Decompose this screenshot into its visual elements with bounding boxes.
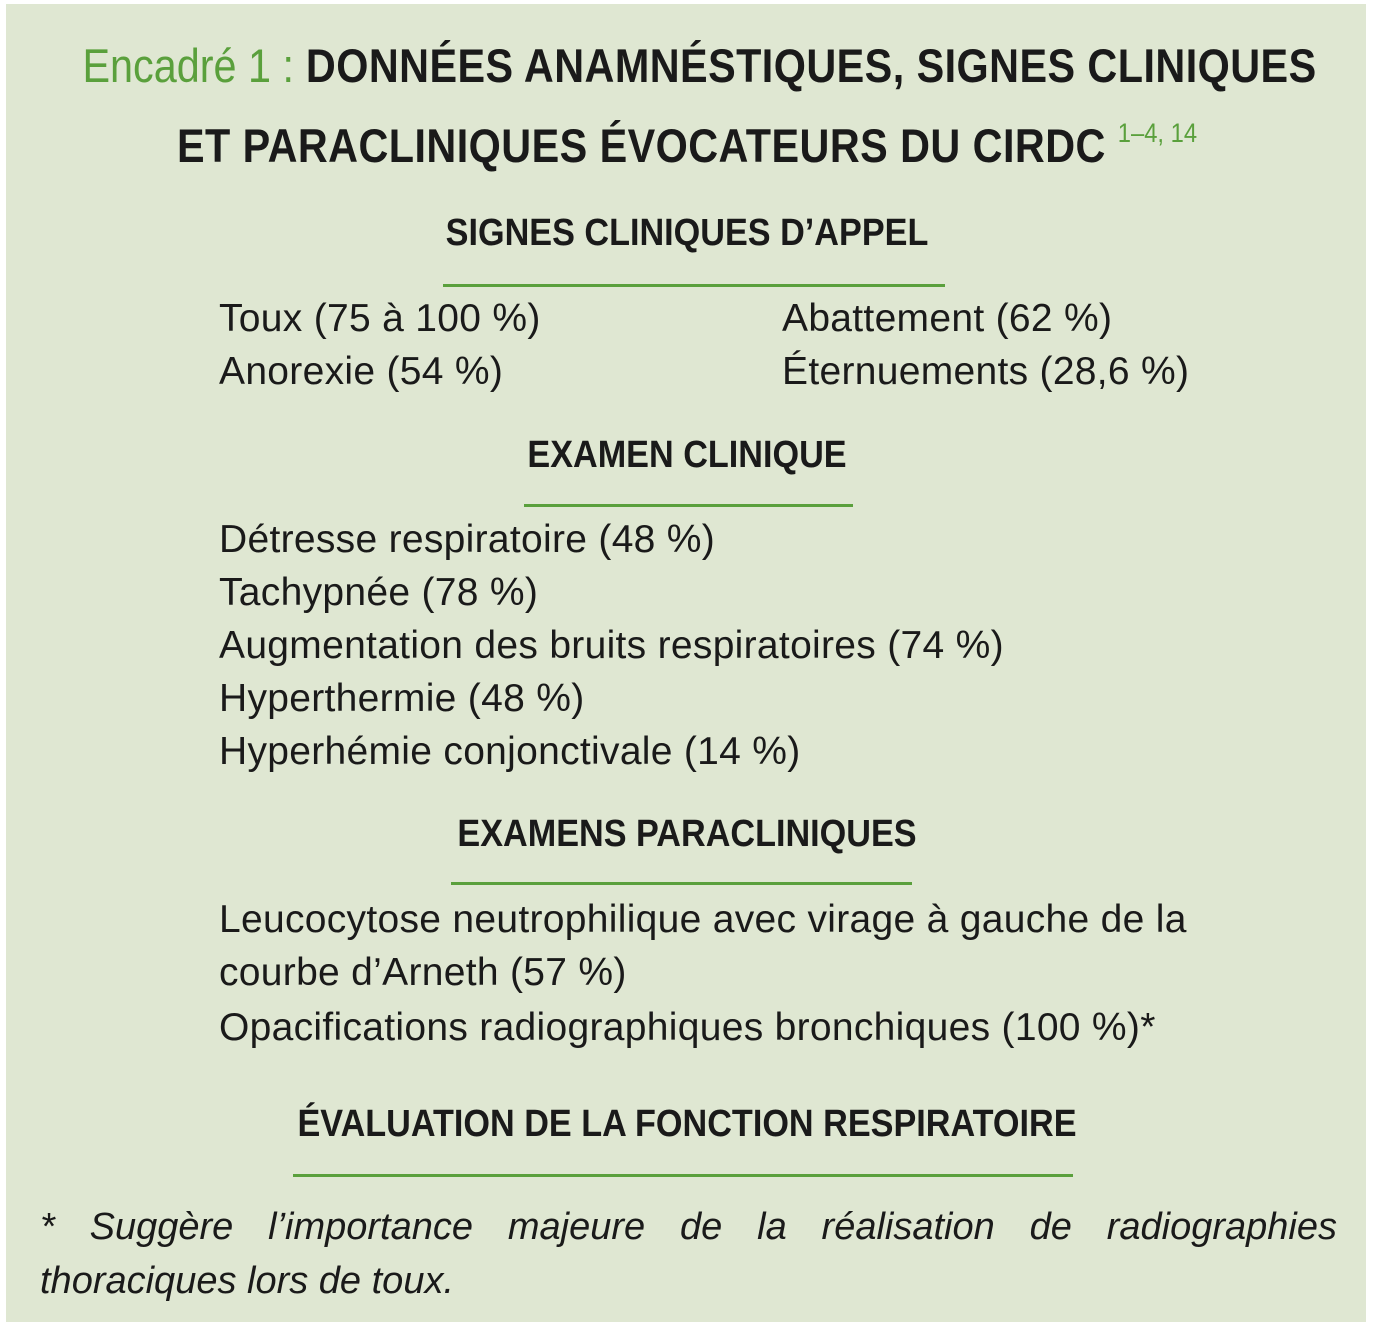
box-label: Encadré 1 : bbox=[82, 39, 294, 92]
list-item: Détresse respiratoire (48 %) bbox=[219, 518, 716, 561]
section-heading-fonction-respiratoire: ÉVALUATION DE LA FONCTION RESPIRATOIRE bbox=[297, 1103, 1077, 1145]
section-divider bbox=[293, 1174, 1073, 1177]
list-item: Augmentation des bruits respiratoires (74 %) bbox=[219, 624, 1004, 667]
section-heading-signes-appel: SIGNES CLINIQUES D’APPEL bbox=[445, 212, 929, 254]
list-item: Hyperthermie (48 %) bbox=[219, 677, 585, 720]
list-item: Leucocytose neutrophilique avec virage à gauche de la bbox=[219, 898, 1187, 941]
section-heading-examens-paracliniques: EXAMENS PARACLINIQUES bbox=[457, 813, 917, 855]
list-item: Toux (75 à 100 %) bbox=[219, 297, 541, 340]
section-divider bbox=[443, 284, 945, 287]
box-title-text-1: DONNÉES ANAMNÉSTIQUES, SIGNES CLINIQUES bbox=[305, 39, 1317, 92]
list-item: Éternuements (28,6 %) bbox=[782, 350, 1190, 393]
section-divider bbox=[451, 882, 912, 885]
box-title-text-2: ET PARACLINIQUES ÉVOCATEURS DU CIRDC bbox=[176, 119, 1106, 172]
box-title-line-1 bbox=[82, 38, 1317, 93]
list-item: Hyperhémie conjonctivale (14 %) bbox=[219, 730, 801, 773]
box-title-line-2 bbox=[82, 118, 1291, 173]
list-item: Anorexie (54 %) bbox=[219, 350, 504, 393]
references: 1–4, 14 bbox=[1117, 118, 1198, 148]
list-item: Tachypnée (78 %) bbox=[219, 571, 539, 614]
list-item: courbe d’Arneth (57 %) bbox=[219, 951, 627, 994]
footnote: * Suggère l’importance majeure de la réalisation de radiographies thoraciques lors de toux. bbox=[40, 1206, 1337, 1302]
list-item: Abattement (62 %) bbox=[782, 297, 1113, 340]
section-divider bbox=[524, 504, 853, 507]
section-heading-examen-clinique: EXAMEN CLINIQUE bbox=[527, 434, 847, 476]
list-item: Opacifications radiographiques bronchiques (100 %)* bbox=[219, 1006, 1156, 1049]
